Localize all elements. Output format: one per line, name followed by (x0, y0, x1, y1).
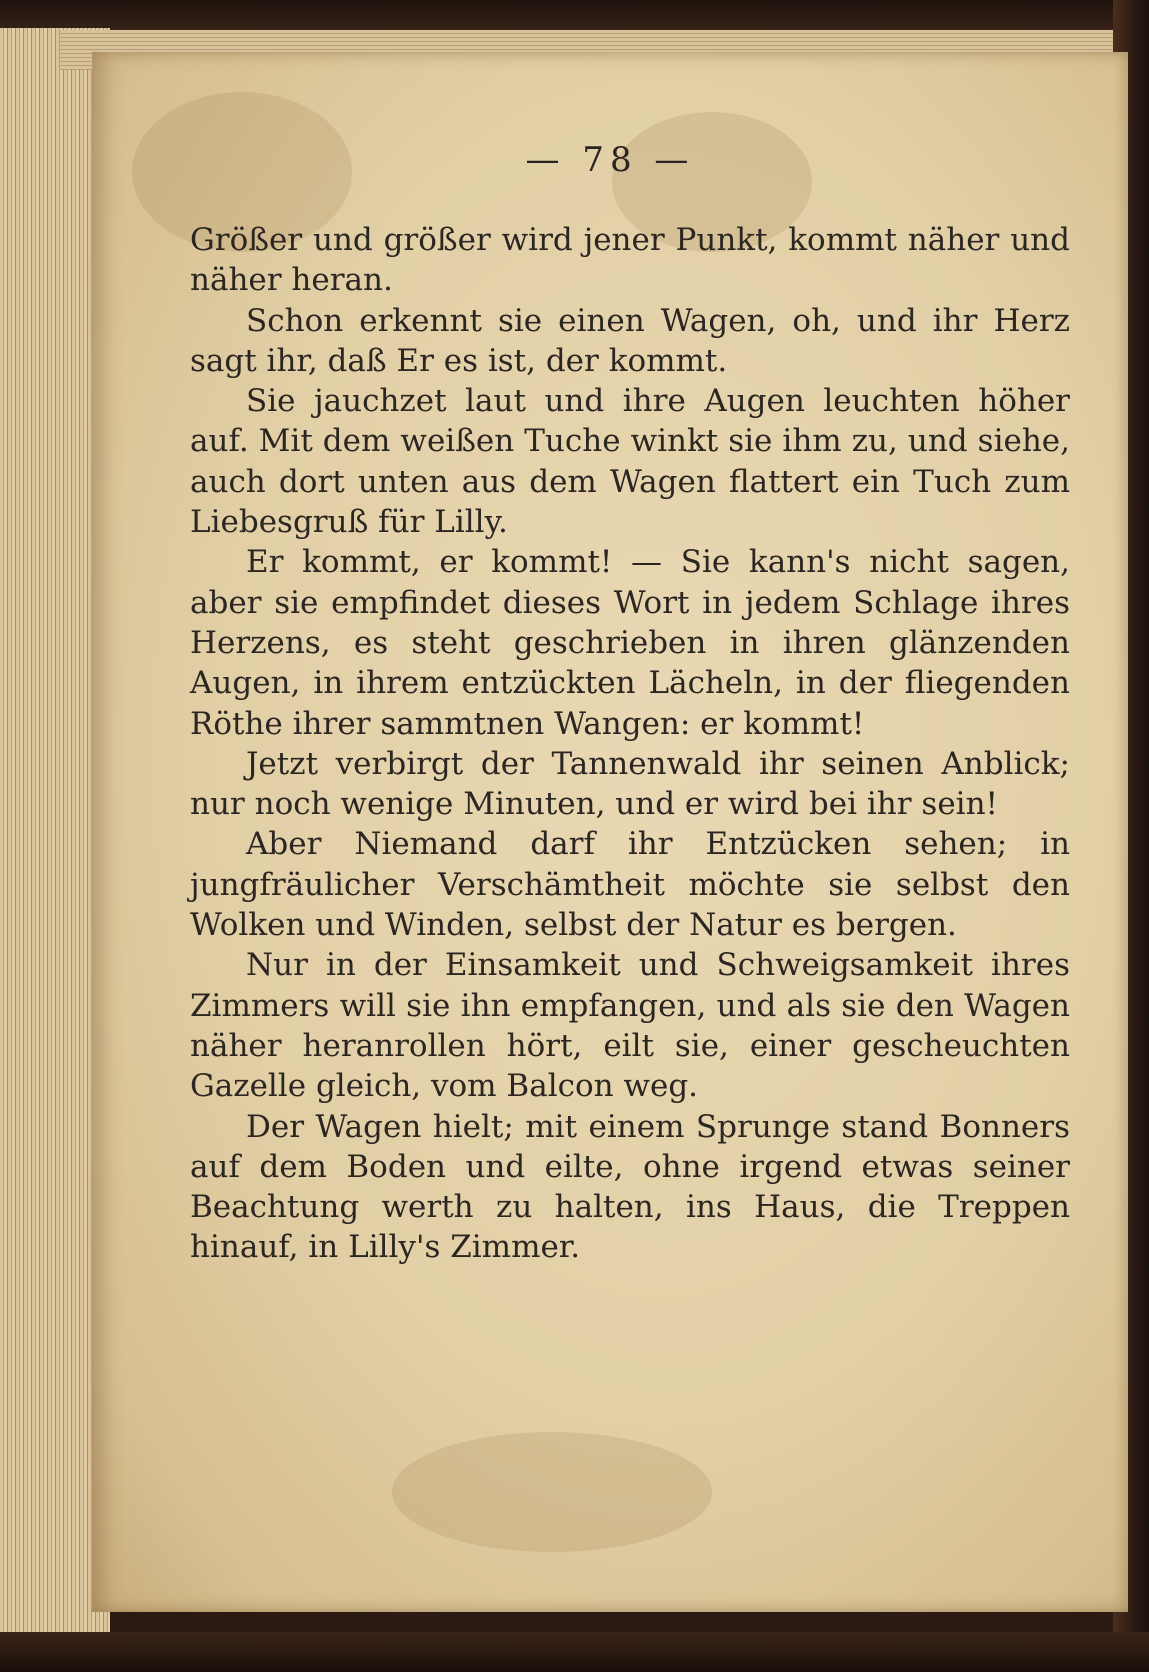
paragraph: Jetzt verbirgt der Tannenwald ihr seinen Anblick; nur noch wenige Minuten, und er wird bei ihr sein! (190, 745, 1070, 823)
paragraph: Größer und größer wird jener Punkt, kommt näher und näher heran. (190, 222, 1070, 299)
page-number-dash-right: — (637, 140, 695, 180)
page-number-value: 78 (582, 140, 638, 180)
foxing-spot (392, 1432, 712, 1552)
paragraph: Er kommt, er kommt! — Sie kann's nicht sagen, aber sie empfindet dieses Wort in jedem Schlage ihres Herzens, es steht geschrieben in ihren glänzenden Augen, in ihrem entzückten Lächeln, in der fliegenden Röthe ihrer sammtnen Wangen: er kommt! (190, 544, 1070, 742)
page-number-dash-left: — (525, 140, 583, 180)
paragraph: Sie jauchzet laut und ihre Augen leuchten höher auf. Mit dem weißen Tuche winkt sie ihm zu, und siehe, auch dort unten aus dem Wagen flattert ein Tuch zum Liebesgruß für Lilly. (190, 383, 1070, 541)
paragraph: Nur in der Einsamkeit und Schweigsamkeit ihres Zimmers will sie ihn empfangen, und als sie den Wagen näher heranrollen hört, eilt sie, einer gescheuchten Gazelle gleich, vom Balcon weg. (190, 947, 1070, 1105)
paragraph: Aber Niemand darf ihr Entzücken sehen; in jungfräulicher Verschämtheit möchte sie selbst den Wolken und Winden, selbst der Natur es bergen. (190, 826, 1070, 944)
paragraph: Der Wagen hielt; mit einem Sprunge stand Bonners auf dem Boden und eilte, ohne irgend etwas seiner Beachtung werth zu halten, ins Haus, die Treppen hinauf, in Lilly's Zimmer. (190, 1108, 1070, 1266)
book-cover-bottom (0, 1632, 1149, 1672)
paragraph: Schon erkennt sie einen Wagen, oh, und ihr Herz sagt ihr, daß Er es ist, der kommt. (190, 302, 1070, 379)
book-page (92, 52, 1128, 1612)
page-body-text (190, 220, 1070, 1268)
page-number (92, 140, 1128, 180)
